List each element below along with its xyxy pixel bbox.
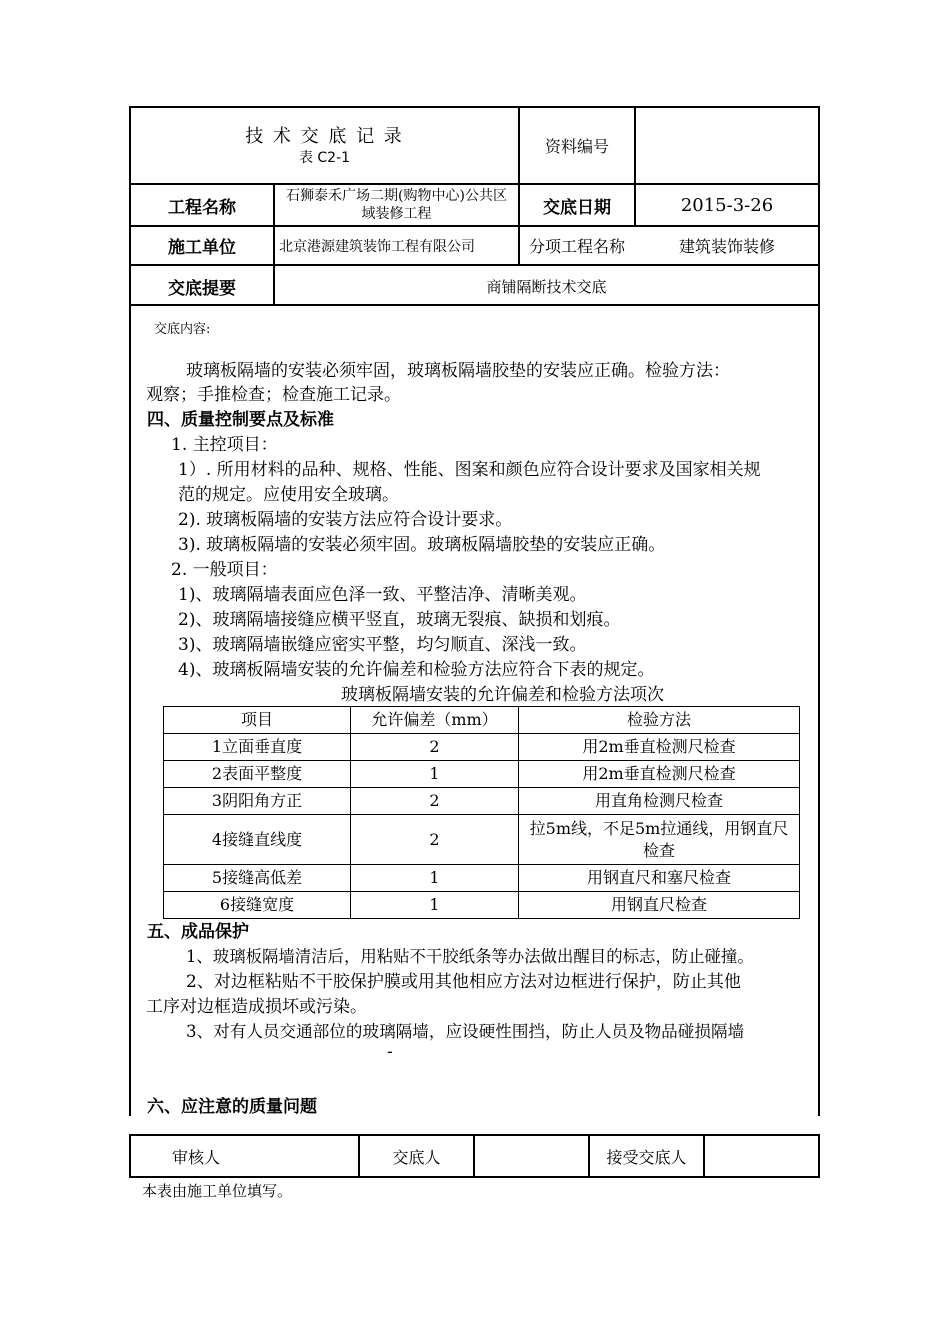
project-name-label: 工程名称 (168, 197, 236, 218)
footer-note: 本表由施工单位填写。 (142, 1182, 293, 1200)
table-cell: 2 (351, 815, 519, 865)
table-header: 项目 (164, 707, 351, 734)
protection-2a: 2、对边框粘贴不干胶保护膜或用其他相应方法对边框进行保护，防止其他 (186, 972, 741, 992)
body-left-border (129, 306, 131, 1116)
receiver-value[interactable] (705, 1136, 818, 1176)
contractor-label: 施工单位 (168, 238, 236, 258)
general-item-4: 4)、玻璃板隔墙安装的允许偏差和检验方法应符合下表的规定。 (178, 660, 655, 680)
receiver-label: 接受交底人 (606, 1147, 687, 1167)
table-cell: 1 (351, 892, 519, 919)
form-number: 表 C2-1 (298, 149, 351, 166)
date-label: 交底日期 (543, 197, 611, 218)
date-value[interactable]: 2015-3-26 (680, 194, 774, 216)
table-cell: 1 (351, 761, 519, 788)
reviewer-value[interactable] (261, 1136, 358, 1176)
body-right-border (818, 306, 820, 1116)
table-cell: 3阴阳角方正 (164, 788, 351, 815)
table-row (164, 734, 800, 761)
table-header: 检验方法 (519, 707, 800, 734)
table-cell: 2表面平整度 (164, 761, 351, 788)
table-header-row (164, 707, 800, 734)
table-cell: 6接缝宽度 (164, 892, 351, 919)
table-cell: 1 (351, 865, 519, 892)
record-no-label: 资料编号 (544, 137, 609, 156)
table-cell: 5接缝高低差 (164, 865, 351, 892)
table-cell: 用2m垂直检测尺检查 (519, 734, 800, 761)
project-name-value[interactable]: 石狮泰禾广场二期(购物中心)公共区域装修工程 (286, 188, 507, 222)
table-row (164, 892, 800, 919)
protection-2b: 工序对边框造成损坏或污染。 (146, 997, 367, 1017)
table-cell: 用直角检测尺检查 (519, 788, 800, 815)
main-item-1b: 范的规定。应使用安全玻璃。 (178, 485, 399, 505)
table-row (164, 865, 800, 892)
form-title: 技 术 交 底 记 录 (245, 125, 404, 147)
table-cell: 用钢直尺检查 (519, 892, 800, 919)
table-cell: 2 (351, 788, 519, 815)
discloser-label: 交底人 (392, 1147, 441, 1167)
protection-3-tail: - (387, 1042, 393, 1062)
section6-title: 六、应注意的质量问题 (147, 1097, 317, 1117)
table-cell: 1立面垂直度 (164, 734, 351, 761)
general-item-3: 3)、玻璃隔墙嵌缝应密实平整，均匀顺直、深浅一致。 (178, 635, 587, 655)
protection-3: 3、对有人员交通部位的玻璃隔墙，应设硬性围挡，防止人员及物品碰损隔墙 (186, 1022, 745, 1041)
table-cell: 2 (351, 734, 519, 761)
general-item-2: 2)、玻璃隔墙接缝应横平竖直，玻璃无裂痕、缺损和划痕。 (178, 610, 621, 630)
intro-line-1: 玻璃板隔墙的安装必须牢固，玻璃板隔墙胶垫的安装应正确。检验方法： (186, 361, 730, 381)
discloser-value[interactable] (475, 1136, 588, 1176)
table-cell: 4接缝直线度 (164, 815, 351, 865)
main-item-2: 2). 玻璃板隔墙的安装方法应符合设计要求。 (178, 510, 513, 530)
contractor-value[interactable]: 北京港源建筑装饰工程有限公司 (279, 238, 475, 255)
summary-label: 交底提要 (168, 278, 236, 299)
table-cell: 用钢直尺和塞尺检查 (519, 865, 800, 892)
sub-project-label: 分项工程名称 (528, 237, 625, 256)
sub-project-value[interactable]: 建筑装饰装修 (678, 237, 775, 256)
table-row (164, 761, 800, 788)
record-no-value[interactable] (636, 108, 818, 183)
main-items-title: 1. 主控项目： (171, 435, 278, 455)
table-row (164, 815, 800, 865)
table-row (164, 788, 800, 815)
protection-1: 1、玻璃板隔墙清洁后，用粘贴不干胶纸条等办法做出醒目的标志，防止碰撞。 (186, 947, 754, 966)
general-items-title: 2. 一般项目： (171, 560, 278, 580)
section4-title: 四、质量控制要点及标准 (147, 410, 334, 430)
general-item-1: 1)、玻璃隔墙表面应色泽一致、平整洁净、清晰美观。 (178, 585, 587, 605)
table-cell: 用2m垂直检测尺检查 (519, 761, 800, 788)
section5-title: 五、成品保护 (147, 922, 249, 942)
table-title: 玻璃板隔墙安装的允许偏差和检验方法项次 (341, 685, 664, 705)
form-title-block (131, 108, 518, 183)
main-item-3: 3). 玻璃板隔墙的安装必须牢固。玻璃板隔墙胶垫的安装应正确。 (178, 535, 666, 555)
table-header: 允许偏差（mm） (351, 707, 519, 734)
summary-value[interactable]: 商铺隔断技术交底 (486, 277, 607, 296)
intro-line-2: 观察；手推检查；检查施工记录。 (146, 385, 401, 405)
table-cell: 拉5m线，不足5m拉通线，用钢直尺检查 (519, 815, 800, 865)
tolerance-table (163, 706, 800, 919)
reviewer-label: 审核人 (171, 1147, 220, 1167)
main-item-1a: 1）. 所用材料的品种、规格、性能、图案和颜色应符合设计要求及国家相关规 (178, 460, 761, 480)
content-label: 交底内容: (154, 322, 211, 337)
